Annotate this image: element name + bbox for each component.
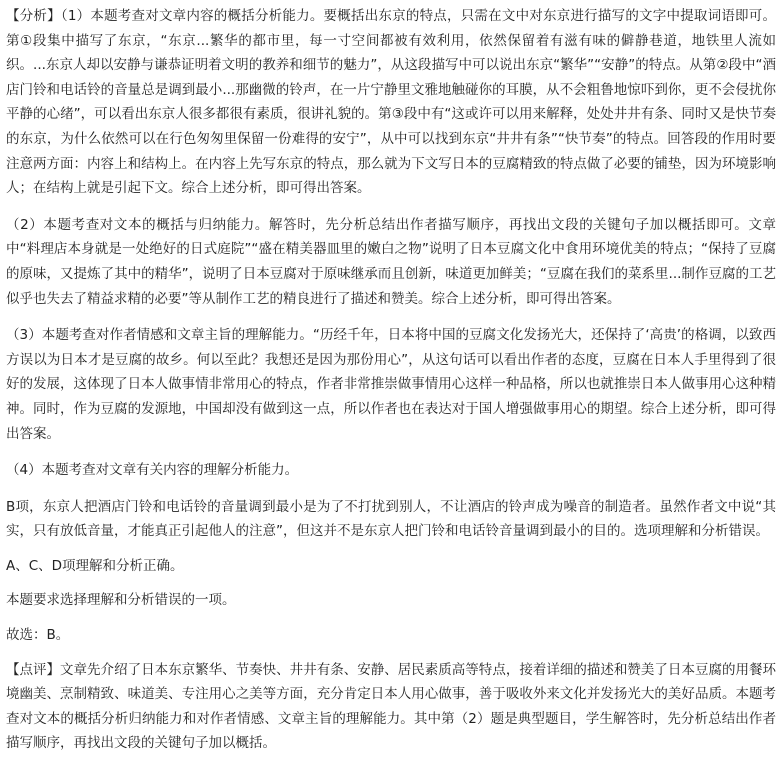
final-answer: 故选：B。 [6,627,70,644]
analysis-paragraph-3: （3）本题考查对作者情感和文章主旨的理解能力。“历经千年，日本将中国的豆腐文化发扬光大，还保持了‘高贵’的格调，以致西方误以为日本才是豆腐的故乡。何以至此？我想还是因为那份用心”，从这句话可以看出作者的态度，豆腐在日本人手里得到了很好的发展，这体现了日本人做事情非常用心的特点，作者非常推崇做事情用心这样一种品格，所以也就推崇日本人做事用心这种精神。同时，作为豆腐的发源地，中国却没有做到这一点，所以作者也在表达对于国人增强做事用心的期望。综合上述分析，即可得出答案。 [6,327,776,442]
analysis-paragraph-5: B项，东京人把酒店门铃和电话铃的音量调到最小是为了不打扰到别人，不让酒店的铃声成为噪音的制造者。虽然作者文中说“其实，只有放低音量，才能真正引起他人的注意”，但这并不是东京人把门铃和电话铃音量调到最小的目的。选项理解和分析错误。 [6,498,776,540]
analysis-paragraph-1: 【分析】（1）本题考查对文章内容的概括分析能力。要概括出东京的特点，只需在文中对东京进行描写的文字中提取词语即可。第①段集中描写了东京，“东京...繁华的都市里，每一寸空间都被有效利用，依然保留着有滋有味的僻静巷道，地铁里人流如织。...东京人却以安静与谦恭证明着文明的教养和细节的魅力”，从这段描写中可以说出东京“繁华”“安静”的特点。从第②段中“酒店门铃和电话铃的音量总是调到最小...那幽微的铃声，在一片宁静里文雅地触碰你的耳膜，从不会粗鲁地惊吓到你，更不会侵扰你平静的心绪”，可以看出东京人很多都很有素质，很讲礼貌的。第③段中有“这或许可以用来解释，处处井井有条、同时又是快节奏的东京，为什么依然可以在行色匆匆里保留一份难得的安宁”，从中可以找到东京“井井有条”“快节奏”的特点。回答段的作用时要注意两方面：内容上和结构上。在内容上先写东京的特点，那么就为下文写日本的豆腐精致的特点做了必要的铺垫，因为环境影响人；在结构上就是引起下文。综合上述分析，即可得出答案。 [6,8,776,197]
analysis-paragraph-6: A、C、D项理解和分析正确。 [6,557,184,574]
analysis-paragraph-2: （2）本题考查对文本的概括与归纳能力。解答时，先分析总结出作者描写顺序，再找出文段的关键句子加以概括即可。文章中“料理店本身就是一处绝好的日式庭院”“盛在精美器皿里的嫩白之物”说明了日本豆腐文化中食用环境优美的特点；“保持了豆腐的原味，又提炼了其中的精华”，说明了日本豆腐对于原味继承而且创新，味道更加鲜美；“豆腐在我们的菜系里...制作豆腐的工艺似乎也失去了精益求精的必要”等从制作工艺的精良进行了描述和赞美。综合上述分析，即可得出答案。 [6,216,776,307]
analysis-paragraph-4: （4）本题考查对文章有关内容的理解分析能力。 [6,462,299,479]
analysis-paragraph-7: 本题要求选择理解和分析错误的一项。 [6,592,236,609]
comment-paragraph: 【点评】文章先介绍了日本东京繁华、节奏快、井井有条、安静、居民素质高等特点，接着详细的描述和赞美了日本豆腐的用餐环境幽美、烹制精致、味道美、专注用心之美等方面，充分肯定日本人用心做事，善于吸收外来文化并发扬光大的美好品质。本题考查对文本的概括分析归纳能力和对作者情感、文章主旨的理解能力。其中第（2）题是典型题目，学生解答时，先分析总结出作者描写顺序，再找出文段的关键句子加以概括。 [6,661,776,752]
